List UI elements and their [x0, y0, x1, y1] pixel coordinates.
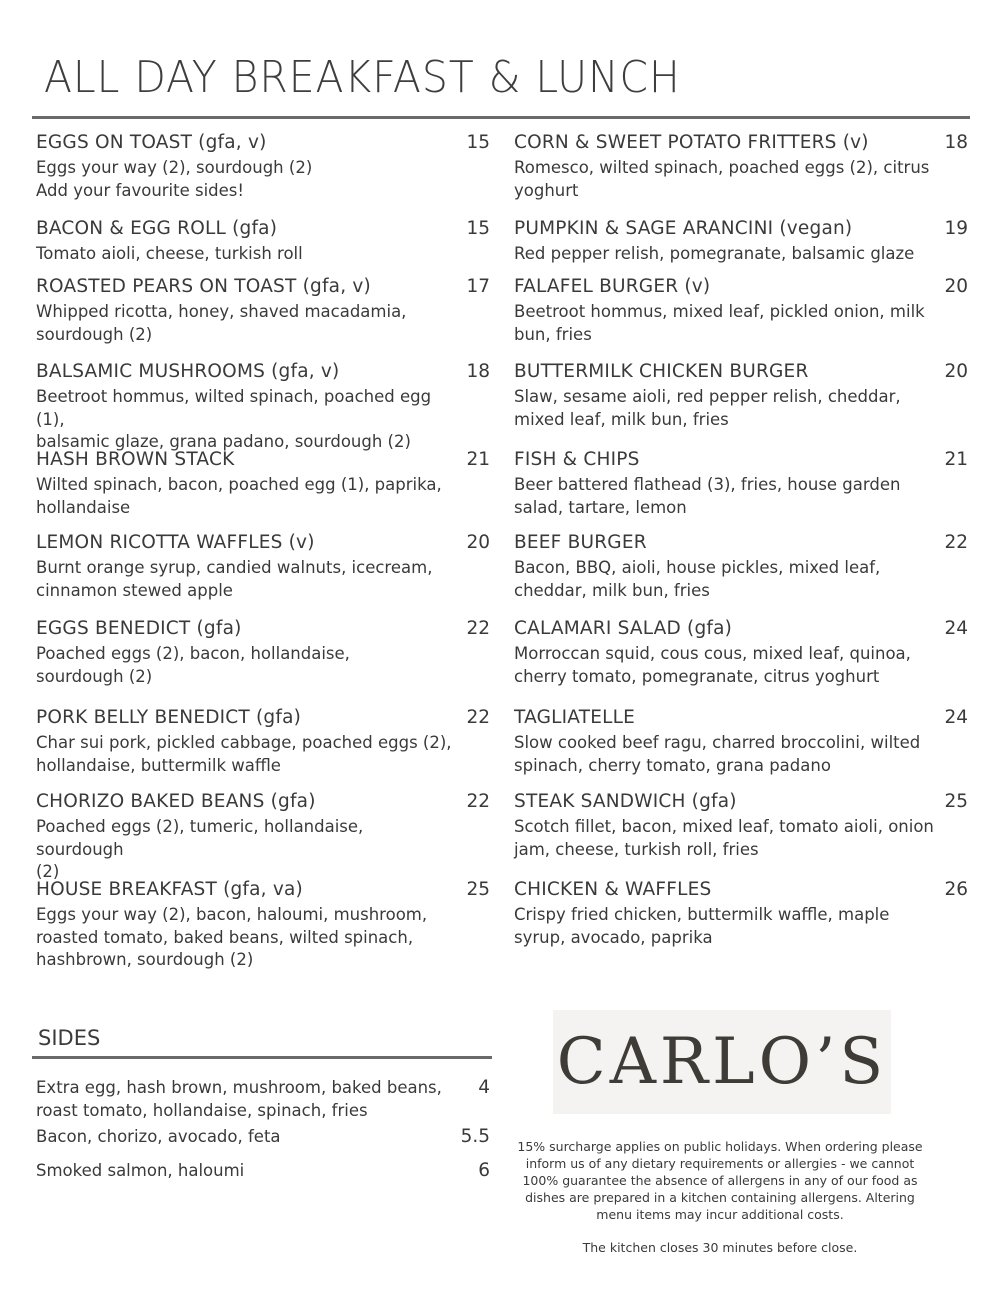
menu-item [514, 132, 968, 202]
menu-item [36, 276, 490, 346]
item-name: HOUSE BREAKFAST (gfa, va) [36, 879, 303, 900]
item-description: Crispy fried chicken, buttermilk waffle, maple syrup, avocado, paprika [514, 905, 890, 947]
menu-item [36, 879, 490, 972]
item-price: 18 [466, 361, 490, 382]
item-description: Scotch fillet, bacon, mixed leaf, tomato aioli, onion jam, cheese, turkish roll, fries [514, 817, 934, 859]
kitchen-closing-note: The kitchen closes 30 minutes before close. [582, 1240, 858, 1255]
item-description: Poached eggs (2), bacon, hollandaise, sourdough (2) [36, 644, 350, 686]
item-name: CALAMARI SALAD (gfa) [514, 618, 733, 639]
item-description: Eggs your way (2), sourdough (2) Add your favourite sides! [36, 158, 313, 200]
item-price: 18 [944, 132, 968, 153]
menu-item [36, 791, 490, 884]
item-name: BUTTERMILK CHICKEN BURGER [514, 361, 809, 382]
item-price: 25 [466, 879, 490, 900]
item-price: 20 [944, 361, 968, 382]
item-price: 20 [466, 532, 490, 553]
side-item [36, 1077, 490, 1122]
item-name: ROASTED PEARS ON TOAST (gfa, v) [36, 276, 371, 297]
menu-item [36, 707, 490, 777]
item-name: FALAFEL BURGER (v) [514, 276, 711, 297]
item-name: PUMPKIN & SAGE ARANCINI (vegan) [514, 218, 853, 239]
item-name: STEAK SANDWICH (gfa) [514, 791, 737, 812]
side-description: Extra egg, hash brown, mushroom, baked beans, roast tomato, hollandaise, spinach, fries [36, 1078, 442, 1120]
item-description: Char sui pork, pickled cabbage, poached eggs (2), hollandaise, buttermilk waffle [36, 733, 452, 775]
item-name: BALSAMIC MUSHROOMS (gfa, v) [36, 361, 340, 382]
menu-item [36, 361, 490, 454]
item-price: 22 [466, 618, 490, 639]
title-divider [32, 116, 970, 119]
item-price: 21 [944, 449, 968, 470]
item-name: LEMON RICOTTA WAFFLES (v) [36, 532, 315, 553]
item-price: 24 [944, 707, 968, 728]
item-description: Slaw, sesame aioli, red pepper relish, cheddar, mixed leaf, milk bun, fries [514, 387, 901, 429]
item-description: Beer battered flathead (3), fries, house garden salad, tartare, lemon [514, 475, 901, 517]
item-price: 17 [466, 276, 490, 297]
item-price: 19 [944, 218, 968, 239]
item-name: EGGS BENEDICT (gfa) [36, 618, 242, 639]
item-name: EGGS ON TOAST (gfa, v) [36, 132, 267, 153]
item-name: CHORIZO BAKED BEANS (gfa) [36, 791, 316, 812]
item-price: 22 [944, 532, 968, 553]
menu-item [514, 532, 968, 602]
item-price: 24 [944, 618, 968, 639]
item-price: 15 [466, 132, 490, 153]
item-description: Red pepper relish, pomegranate, balsamic glaze [514, 244, 915, 263]
menu-item [36, 449, 490, 519]
item-name: HASH BROWN STACK [36, 449, 235, 470]
side-price: 5.5 [460, 1126, 490, 1147]
item-price: 22 [466, 791, 490, 812]
item-name: FISH & CHIPS [514, 449, 640, 470]
item-price: 21 [466, 449, 490, 470]
item-description: Slow cooked beef ragu, charred broccolini, wilted spinach, cherry tomato, grana padano [514, 733, 921, 775]
item-name: BEEF BURGER [514, 532, 647, 553]
item-description: Morroccan squid, cous cous, mixed leaf, quinoa, cherry tomato, pomegranate, citrus yoghurt [514, 644, 911, 686]
menu-item [514, 618, 968, 688]
item-description: Burnt orange syrup, candied walnuts, icecream, cinnamon stewed apple [36, 558, 433, 600]
item-name: CHICKEN & WAFFLES [514, 879, 712, 900]
side-item [36, 1126, 490, 1149]
item-name: BACON & EGG ROLL (gfa) [36, 218, 278, 239]
item-price: 20 [944, 276, 968, 297]
menu-item [514, 361, 968, 431]
page-title: ALL DAY BREAKFAST & LUNCH [44, 52, 681, 103]
item-description: Romesco, wilted spinach, poached eggs (2), citrus yoghurt [514, 158, 930, 200]
allergen-surcharge-note: 15% surcharge applies on public holidays. When ordering please inform us of any dietary requirements or allergies - we cannot 100% guarantee the absence of allergens in any of our food as dishes are prepared in a kitchen containing allergens. Altering menu items may incur additional costs. [517, 1139, 923, 1222]
item-description: Beetroot hommus, mixed leaf, pickled onion, milk bun, fries [514, 302, 925, 344]
item-price: 22 [466, 707, 490, 728]
brand-logo [553, 1010, 891, 1114]
side-description: Smoked salmon, haloumi [36, 1161, 245, 1180]
item-price: 15 [466, 218, 490, 239]
menu-item [514, 707, 968, 777]
menu-item [514, 879, 968, 949]
menu-item [36, 618, 490, 688]
item-description: Beetroot hommus, wilted spinach, poached egg (1), balsamic glaze, grana padano, sourdough (2) [36, 387, 432, 451]
item-description: Whipped ricotta, honey, shaved macadamia, sourdough (2) [36, 302, 407, 344]
item-description: Tomato aioli, cheese, turkish roll [36, 244, 303, 263]
item-name: TAGLIATELLE [514, 707, 636, 728]
menu-item [514, 791, 968, 861]
side-price: 6 [478, 1160, 490, 1181]
item-name: CORN & SWEET POTATO FRITTERS (v) [514, 132, 869, 153]
menu-item [514, 276, 968, 346]
side-item [36, 1160, 490, 1183]
sides-divider [32, 1056, 492, 1059]
item-description: Wilted spinach, bacon, poached egg (1), paprika, hollandaise [36, 475, 442, 517]
menu-item [36, 218, 490, 266]
item-name: PORK BELLY BENEDICT (gfa) [36, 707, 302, 728]
sides-heading: SIDES [38, 1026, 101, 1050]
item-description: Eggs your way (2), bacon, haloumi, mushroom, roasted tomato, baked beans, wilted spinach, hashbrown, sourdough (2) [36, 905, 428, 969]
brand-logo-text: CARLO’S [556, 1025, 888, 1099]
item-description: Bacon, BBQ, aioli, house pickles, mixed leaf, cheddar, milk bun, fries [514, 558, 881, 600]
side-price: 4 [478, 1077, 490, 1098]
menu-item [36, 132, 490, 202]
item-price: 25 [944, 791, 968, 812]
item-price: 26 [944, 879, 968, 900]
menu-item [514, 218, 968, 266]
side-description: Bacon, chorizo, avocado, feta [36, 1127, 281, 1146]
menu-item [36, 532, 490, 602]
item-description: Poached eggs (2), tumeric, hollandaise, sourdough (2) [36, 817, 364, 881]
menu-item [514, 449, 968, 519]
